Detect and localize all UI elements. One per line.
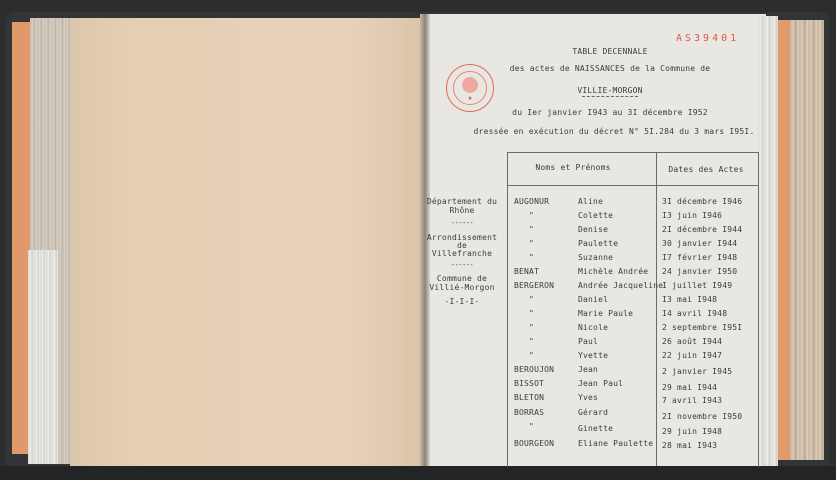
cell-date: 2 janvier I945: [662, 367, 733, 376]
cell-date: 22 juin I947: [662, 351, 723, 360]
separator: ------: [450, 261, 474, 269]
cell-given-name: Daniel: [578, 295, 609, 304]
table-header-divider: [507, 185, 758, 186]
official-stamp-icon: [446, 64, 494, 112]
commune-name: VILLIE-MORGON: [577, 86, 643, 95]
cell-given-name: Gérard: [578, 408, 609, 417]
cell-surname: ": [529, 253, 535, 262]
commune-underline: [582, 96, 638, 97]
cell-surname: ": [529, 422, 535, 431]
cell-given-name: Ginette: [578, 424, 614, 433]
reference-number: AS39401: [676, 33, 740, 44]
separator: ------: [450, 219, 474, 227]
cell-given-name: Eliane Paulette: [578, 439, 654, 448]
cell-surname: ": [529, 239, 535, 248]
cell-surname: BERGERON: [514, 281, 555, 290]
departement-label: Département du: [426, 197, 498, 206]
table-column-divider: [656, 152, 657, 466]
cell-date: I4 avril I948: [662, 309, 728, 318]
cell-surname: ": [529, 295, 535, 304]
cell-surname: ": [529, 337, 535, 346]
cell-given-name: Yvette: [578, 351, 609, 360]
cell-surname: BOURGEON: [514, 439, 555, 448]
cell-date: I3 mai I948: [662, 295, 718, 304]
header-dates: Dates des Actes: [668, 165, 744, 174]
cell-given-name: Suzanne: [578, 253, 614, 262]
cell-given-name: Jean Paul: [578, 379, 624, 388]
arrondissement-de: de: [456, 241, 468, 250]
stamp-inner-ring: [453, 71, 487, 105]
cell-surname: ": [529, 309, 535, 318]
cell-given-name: Andrée Jacqueline: [578, 281, 664, 290]
cell-date: 2I novembre I950: [662, 412, 743, 421]
cell-given-name: Paul: [578, 337, 599, 346]
cell-surname: BORRAS: [514, 408, 545, 417]
cell-date: 28 mai I943: [662, 441, 718, 450]
cell-date: 29 mai I944: [662, 383, 718, 392]
cell-date: I juillet I949: [662, 281, 733, 290]
cell-date: 24 janvier I950: [662, 267, 738, 276]
cell-surname: BLETON: [514, 393, 545, 402]
arrondissement-value: Villefranche: [431, 249, 493, 258]
right-page-stack: [790, 20, 824, 460]
book-bottom-edge: [0, 466, 836, 480]
cell-given-name: Michèle Andrée: [578, 267, 649, 276]
cell-given-name: Aline: [578, 197, 604, 206]
cell-given-name: Jean: [578, 365, 599, 374]
cell-surname: ": [529, 225, 535, 234]
cell-given-name: Paulette: [578, 239, 619, 248]
cell-date: 7 avril I943: [662, 396, 723, 405]
cell-given-name: Marie Paule: [578, 309, 634, 318]
cell-date: 2I décembre I944: [662, 225, 743, 234]
cell-surname: BENAT: [514, 267, 540, 276]
left-page-stack-lower: [28, 250, 58, 464]
header-names: Noms et Prénoms: [535, 163, 611, 172]
cell-surname: ": [529, 323, 535, 332]
commune-value: Villié-Morgon: [429, 283, 495, 292]
cell-date: 3I décembre I946: [662, 197, 743, 206]
cell-surname: ": [529, 211, 535, 220]
left-page-blank: [70, 18, 426, 466]
doc-subtitle: des actes de NAISSANCES de la Commune de: [509, 64, 711, 73]
cell-surname: BEROUJON: [514, 365, 555, 374]
marianne-head-icon: [462, 77, 478, 93]
cell-date: I3 juin I946: [662, 211, 723, 220]
end-mark: -I-I-I-: [444, 297, 480, 306]
arrondissement-label: Arrondissement: [426, 233, 498, 242]
commune-label: Commune de: [436, 274, 488, 283]
right-page-edges: [758, 16, 778, 466]
doc-title: TABLE DECENNALE: [572, 47, 648, 56]
cell-given-name: Colette: [578, 211, 614, 220]
cell-surname: ": [529, 351, 535, 360]
cell-date: 2 septembre I95I: [662, 323, 743, 332]
departement-value: Rhône: [449, 206, 475, 215]
cell-date: 26 août I944: [662, 337, 723, 346]
period-line: du Ier janvier I943 au 3I décembre I952: [512, 108, 708, 117]
cell-given-name: Yves: [578, 393, 599, 402]
cell-surname: BISSOT: [514, 379, 545, 388]
cell-date: 29 juin I948: [662, 427, 723, 436]
cell-given-name: Nicole: [578, 323, 609, 332]
decree-line: dressée en exécution du décret N° 5I.284 du 3 mars I95I.: [473, 127, 755, 136]
cell-date: 30 janvier I944: [662, 239, 738, 248]
cell-given-name: Denise: [578, 225, 609, 234]
cell-surname: AUGONUR: [514, 197, 550, 206]
star-icon: ★: [467, 93, 473, 102]
cell-date: I7 février I948: [662, 253, 738, 262]
